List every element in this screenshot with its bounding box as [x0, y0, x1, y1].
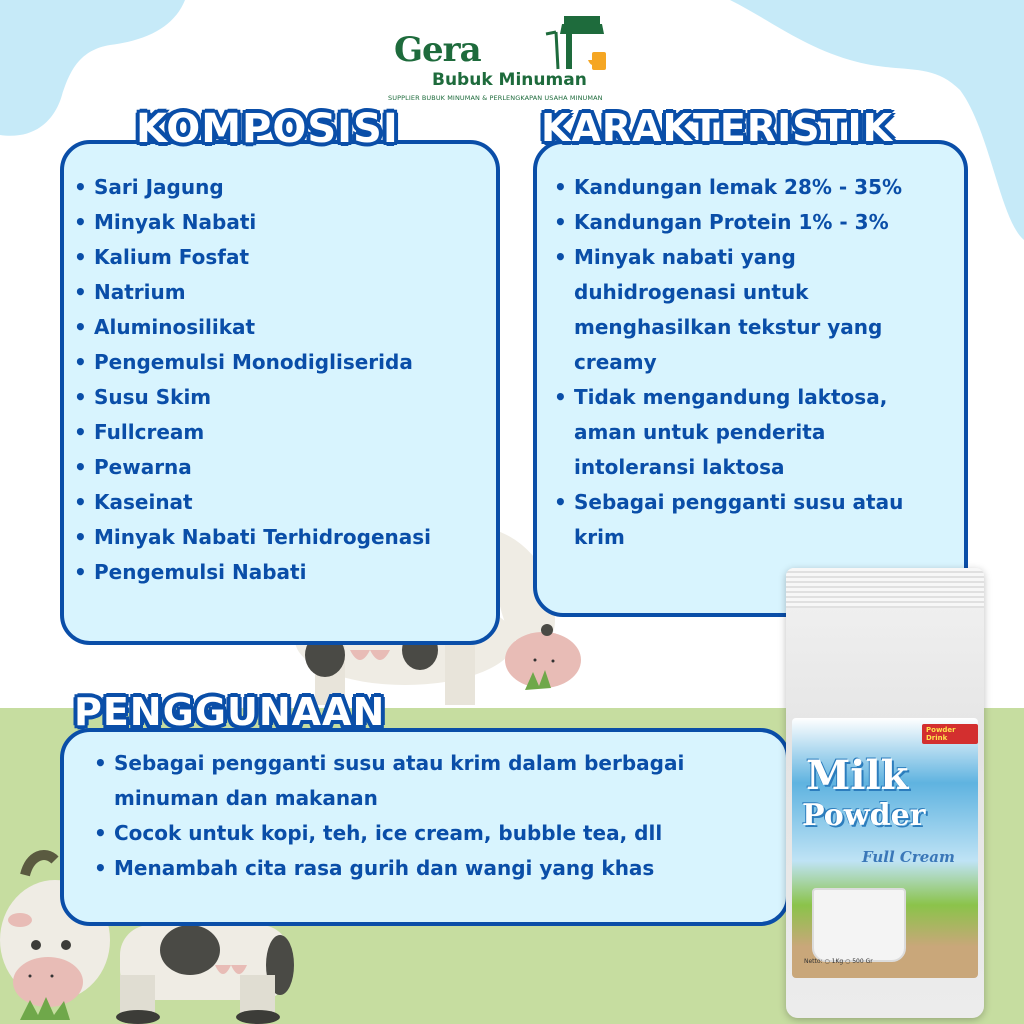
- komposisi-list: [68, 170, 431, 590]
- list-item: • Menambah cita rasa gurih dan wangi yang khas: [88, 851, 684, 886]
- list-item: • Kandungan lemak 28% - 35%: [548, 170, 903, 205]
- list-item: • Susu Skim: [68, 380, 431, 415]
- penggunaan-list: [88, 746, 684, 886]
- list-item: • Sari Jagung: [68, 170, 431, 205]
- list-item: • Tidak mengandung laktosa, aman untuk penderita intoleransi laktosa: [548, 380, 903, 485]
- list-item: • Minyak Nabati Terhidrogenasi: [68, 520, 431, 555]
- brand-logo: [388, 12, 638, 102]
- brand-subtitle: Bubuk Minuman: [432, 70, 587, 90]
- karakteristik-title: KARAKTERISTIK: [541, 106, 894, 150]
- brand-name: Gera: [394, 30, 481, 70]
- list-item: • Sebagai pengganti susu atau krim: [548, 485, 903, 555]
- package-label: [792, 718, 978, 978]
- product-badge: Powder Drink: [922, 724, 978, 744]
- list-item: • Natrium: [68, 275, 431, 310]
- product-variant: Full Cream: [862, 848, 955, 866]
- list-item: • Kandungan Protein 1% - 3%: [548, 205, 903, 240]
- list-item: • Cocok untuk kopi, teh, ice cream, bubble tea, dll: [88, 816, 684, 851]
- product-name-line1: Milk: [806, 752, 909, 799]
- list-item: • Pewarna: [68, 450, 431, 485]
- package-seal: [786, 568, 984, 608]
- list-item: • Minyak Nabati: [68, 205, 431, 240]
- product-name-line2: Powder: [802, 798, 926, 833]
- list-item: • Fullcream: [68, 415, 431, 450]
- list-item: • Sebagai pengganti susu atau krim dalam berbagai minuman dan makanan: [88, 746, 684, 816]
- milk-mug-icon: [812, 888, 906, 962]
- brand-tagline: SUPPLIER BUBUK MINUMAN & PERLENGKAPAN USAHA MINUMAN: [388, 94, 603, 102]
- penggunaan-title: PENGGUNAAN: [74, 690, 386, 734]
- list-item: • Pengemulsi Nabati: [68, 555, 431, 590]
- karakteristik-list: [548, 170, 903, 555]
- list-item: • Aluminosilikat: [68, 310, 431, 345]
- komposisi-title: KOMPOSISI: [136, 106, 399, 152]
- milk-powder-package-image: [786, 568, 984, 1018]
- shop-icon: [536, 14, 616, 74]
- list-item: • Minyak nabati yang duhidrogenasi untuk menghasilkan tekstur yang creamy: [548, 240, 903, 380]
- list-item: • Kaseinat: [68, 485, 431, 520]
- list-item: • Kalium Fosfat: [68, 240, 431, 275]
- list-item: • Pengemulsi Monodigliserida: [68, 345, 431, 380]
- product-weights: Netto: ○ 1Kg ○ 500 Gr: [804, 958, 873, 965]
